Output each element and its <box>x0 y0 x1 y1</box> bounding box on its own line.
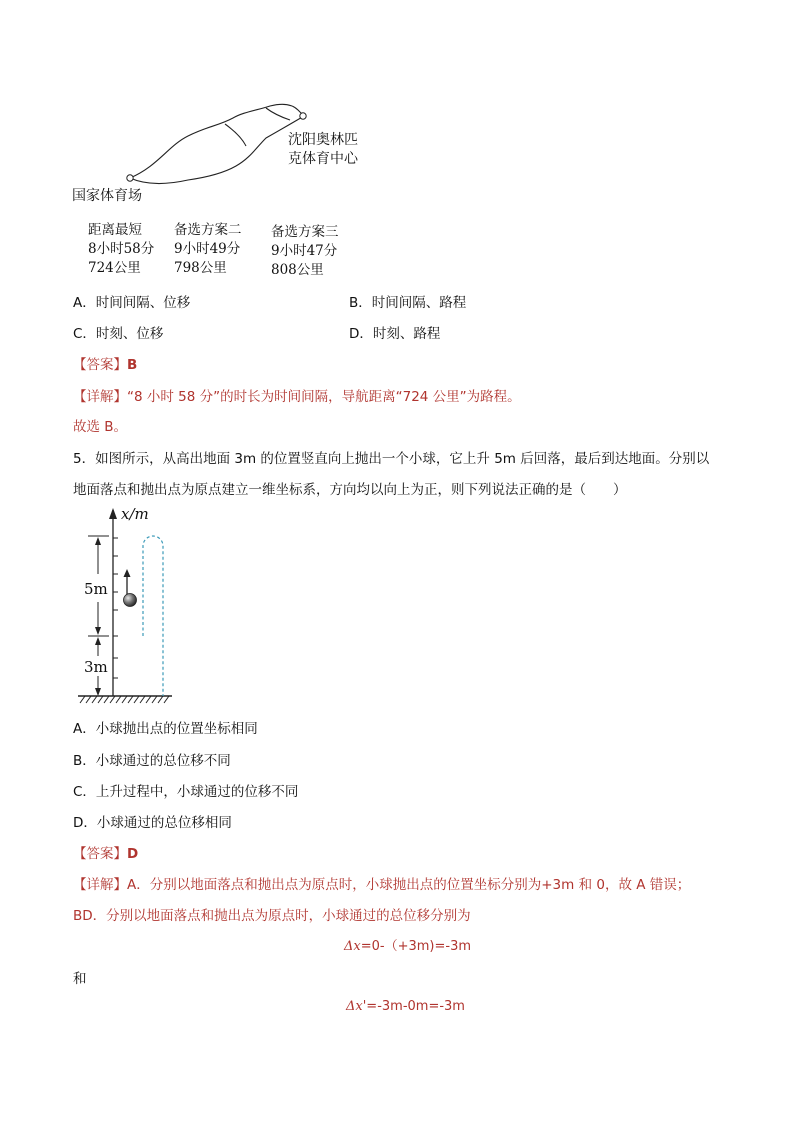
q4-conclusion: 故选 B。 <box>73 419 128 435</box>
map-end-label-line2: 克体育中心 <box>288 151 358 167</box>
route-option-1 <box>88 221 154 278</box>
route-time: 9小时47分 <box>271 243 338 259</box>
axis-label: x/m <box>121 505 149 523</box>
formula-2 <box>346 999 465 1014</box>
q5-detail-a <box>73 873 690 893</box>
route-outline <box>130 104 304 183</box>
route-name: 备选方案二 <box>174 222 242 238</box>
map-end-label <box>288 131 358 169</box>
ball <box>124 594 137 607</box>
q5-option-d: D．小球通过的总位移相同 <box>73 815 232 831</box>
route-divider-2 <box>266 108 290 120</box>
x-axis-arrowhead <box>109 508 117 519</box>
detail-label: 【详解】 <box>73 877 127 893</box>
route-option-2 <box>174 221 242 278</box>
q5-stem-line1: 5．如图所示，从高出地面 3m 的位置竖直向上抛出一个小球，它上升 5m 后回落，最后到达地面。分别以 <box>73 451 710 467</box>
dim-5m-arrow-up <box>95 537 101 545</box>
route-distance: 724公里 <box>88 260 141 276</box>
ground-hatching <box>80 696 169 703</box>
map-end-label-line1: 沈阳奥林匹 <box>288 132 358 148</box>
label-3m: 3m <box>84 658 108 676</box>
formula-1-rest: =0-（+3m)=-3m <box>360 939 472 954</box>
and-text: 和 <box>73 971 87 987</box>
route-time: 9小时49分 <box>174 241 241 257</box>
q5-motion-figure <box>76 506 176 706</box>
detail-a-text: A．分别以地面落点和抛出点为原点时，小球抛出点的位置坐标分别为+3m 和 0，故 A 错误； <box>127 877 691 893</box>
dim-5m-arrow-down <box>95 627 101 635</box>
q5-answer <box>73 842 138 862</box>
formula-2-var: Δx <box>346 999 363 1014</box>
route-time: 8小时58分 <box>88 241 155 257</box>
map-start-label: 国家体育场 <box>72 188 142 204</box>
q4-option-b: B．时间间隔、路程 <box>349 295 467 311</box>
route-divider-1 <box>225 124 246 146</box>
formula-1 <box>344 935 471 954</box>
formula-1-var: Δx <box>344 939 361 954</box>
answer-value: B <box>127 357 138 373</box>
q5-option-a: A．小球抛出点的位置坐标相同 <box>73 721 258 737</box>
answer-label: 【答案】 <box>73 357 127 373</box>
label-5m: 5m <box>84 580 108 598</box>
q4-option-d: D．时刻、路程 <box>349 326 441 342</box>
axis-ticks <box>113 538 118 678</box>
formula-2-rest: '=-3m-0m=-3m <box>362 999 465 1014</box>
start-point-marker <box>127 175 133 181</box>
route-distance: 808公里 <box>271 262 324 278</box>
detail-label: 【详解】 <box>73 389 127 405</box>
velocity-arrowhead <box>124 569 131 577</box>
detail-text: “8 小时 58 分”的时长为时间间隔，导航距离“724 公里”为路程。 <box>127 389 521 405</box>
ball-trajectory <box>143 536 163 696</box>
q4-option-a: A．时间间隔、位移 <box>73 295 191 311</box>
q5-option-b: B．小球通过的总位移不同 <box>73 753 231 769</box>
q4-option-c: C．时刻、位移 <box>73 326 164 342</box>
q4-detail <box>73 385 521 405</box>
q5-detail-bd: BD．分别以地面落点和抛出点为原点时，小球通过的总位移分别为 <box>73 908 471 924</box>
q4-answer <box>73 353 137 373</box>
q5-option-c: C．上升过程中，小球通过的位移不同 <box>73 784 299 800</box>
answer-value: D <box>127 846 139 862</box>
dim-3m-arrow-down <box>95 688 101 696</box>
route-name: 距离最短 <box>88 222 142 238</box>
dim-3m-arrow-up <box>95 637 101 645</box>
route-name: 备选方案三 <box>271 224 339 240</box>
route-option-3 <box>271 223 339 280</box>
end-point-marker <box>300 113 306 119</box>
answer-label: 【答案】 <box>73 846 127 862</box>
q5-stem-line2: 地面落点和抛出点为原点建立一维坐标系，方向均以向上为正，则下列说法正确的是（ ） <box>73 482 627 498</box>
route-distance: 798公里 <box>174 260 227 276</box>
